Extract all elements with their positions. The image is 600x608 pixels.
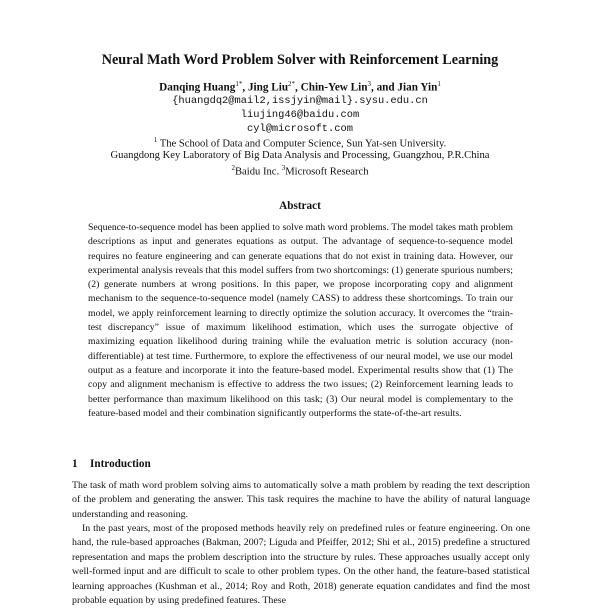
- affil-sup: 3: [281, 164, 286, 172]
- affil-text: Baidu Inc.: [234, 166, 282, 178]
- author-equal-mark: *: [291, 80, 296, 88]
- author-affil-sup: 1: [437, 80, 441, 88]
- affiliation-line: [0, 136, 600, 150]
- email-line: {huangdq2@mail2,issjyin@mail}.sysu.edu.cn: [172, 95, 428, 107]
- affil-sup: 1: [153, 136, 158, 144]
- affil-sup: 2: [231, 164, 235, 172]
- body-paragraph: The task of math word problem solving aims to automatically solve a math problem by reading the text description of the problem and generating the answer. This task requires the machine to have the ability of natural language understanding and reasoning.: [72, 480, 530, 520]
- author-affil-sup: 2: [288, 80, 292, 88]
- author-name: Jian Yin: [397, 81, 438, 94]
- body-paragraph: In the past years, most of the proposed methods heavily rely on predefined rules or feature engineering. On one hand, the rule-based approaches (Bakman, 2007; Liguda and Pfeiffer, 2012; Shi et al., 2015) predefine a structured representation and maps the problem description into the structure by rules. These approaches usually accept only well-formed input and are difficult to scale to other problem types. On the other hand, the feature-based statistical learning approaches (Kushman et al., 2014; Roy and Roth, 2018) generate equation candidates and find the most probable equation by using predefined features. These: [72, 523, 530, 607]
- abstract-text: Sequence-to-sequence model has been applied to solve math word problems. The model takes math problem descriptions as input and generates equations as output. The advantage of sequence-to-sequence model requires no feature engineering and can generate equations that do not exist in training data. However, our experimental analysis reveals that this model suffers from two shortcomings: (1) generate spurious numbers; (2) generate numbers at wrong positions. In this paper, we propose incorporating copy and alignment mechanism to the sequence-to-sequence model (namely CASS) to address these shortcomings. To train our model, we apply reinforcement learning to directly optimize the solution accuracy. It overcomes the “train-test discrepancy” issue of maximum likelihood estimation, which uses the surrogate objective of maximizing equation likelihood during training while the evaluation metric is solution accuracy (non-differentiable) at test time. Furthermore, to explore the effectiveness of our neural model, we use our model output as a feature and incorporate it into the feature-based model. Experimental results show that (1) The copy and alignment mechanism is effective to address the two issues; (2) Reinforcement learning leads to better performance than maximum likelihood on this task; (3) Our neural model is complementary to the feature-based model and their combination significantly outperforms the state-of-the-art results.: [88, 222, 513, 419]
- author-affil-sup: 1: [235, 80, 239, 88]
- section-heading: [72, 458, 151, 470]
- author-name: Chin-Yew Lin: [300, 81, 368, 94]
- author-equal-mark: *: [238, 80, 243, 88]
- author-name: Jing Liu: [247, 81, 289, 94]
- author-affil-sup: 3: [367, 80, 371, 88]
- author-separator: ,: [295, 81, 301, 94]
- affiliation-line: Guangdong Key Laboratory of Big Data Analysis and Processing, Guangzhou, P.R.China: [110, 150, 490, 161]
- affiliation-line: [0, 164, 600, 178]
- author-name: Danqing Huang: [159, 81, 236, 94]
- email-line: liujing46@baidu.com: [240, 109, 360, 121]
- paper-title: Neural Math Word Problem Solver with Reinforcement Learning: [101, 52, 499, 68]
- affil-text: The School of Data and Computer Science, Sun Yat-sen University.: [157, 138, 447, 150]
- affil-text: Microsoft Research: [285, 166, 369, 178]
- author-and: , and: [370, 81, 398, 94]
- abstract-heading: Abstract: [279, 200, 321, 212]
- email-line: cyl@microsoft.com: [246, 123, 353, 135]
- section-title: Introduction: [90, 458, 151, 470]
- author-separator: ,: [242, 81, 248, 94]
- author-line: [0, 80, 600, 94]
- section-number: 1: [72, 458, 78, 470]
